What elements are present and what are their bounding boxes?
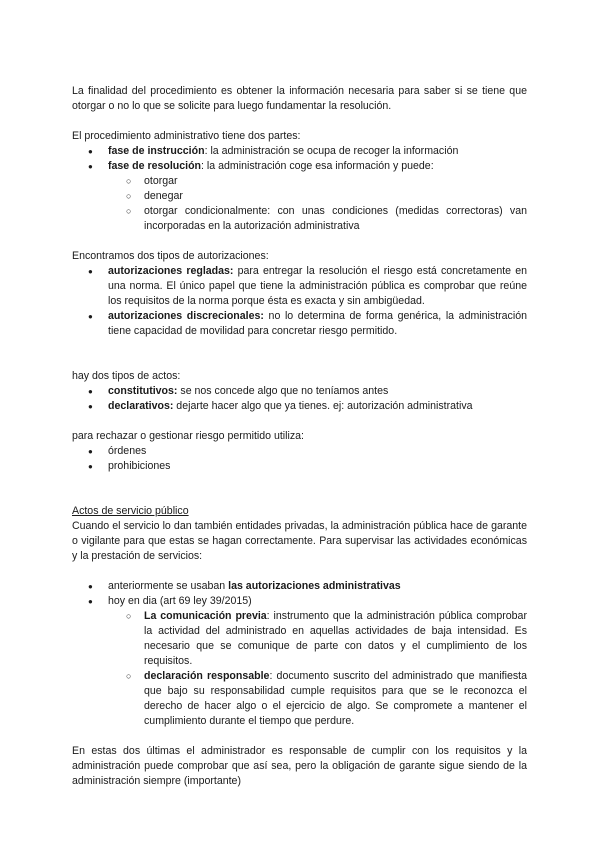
term: declaración responsable	[144, 670, 270, 682]
partes-heading: El procedimiento administrativo tiene dos partes:	[72, 130, 301, 142]
term: las autorizaciones administrativas	[228, 580, 401, 592]
term: constitutivos:	[108, 385, 178, 397]
list-item	[72, 264, 527, 309]
definition: : instrumento que la administración pública comprobar la actividad del administrado en aquellas actividades de baja intensidad. Es necesario que se comunique de parte con datos y el cumplimiento de los requisitos.	[144, 610, 527, 667]
item-text: anteriormente se usaban	[108, 580, 229, 592]
definition: : la administración se ocupa de recoger la información	[204, 145, 459, 157]
item-text: hoy en dia (art 69 ley 39/2015)	[108, 595, 252, 607]
definition: : documento suscrito del administrado que manifiesta que bajo su responsabilidad cumple requisitos para que se le reconozca el derecho de hacer algo o el ejercicio de algo. Se compromete a mantener el cumplimiento durante el tiempo que perdure.	[144, 670, 528, 727]
actos-heading: hay dos tipos de actos:	[72, 370, 181, 382]
document-body	[72, 84, 527, 789]
list-item	[72, 159, 527, 234]
term: autorizaciones discrecionales:	[108, 310, 264, 322]
list-item	[72, 309, 527, 339]
definition: : la administración coge esa información y puede:	[201, 160, 434, 172]
servicio-list	[72, 579, 527, 729]
list-item	[72, 594, 527, 729]
term: fase de instrucción	[108, 145, 205, 157]
term: La comunicación previa	[144, 610, 267, 622]
term: fase de resolución	[108, 160, 202, 172]
actos-list	[72, 384, 527, 414]
opciones-list	[72, 174, 527, 234]
list-item	[72, 669, 527, 729]
servicio-sublist	[72, 609, 527, 729]
term: declarativos:	[108, 400, 174, 412]
list-item: ○ otorgar	[72, 174, 527, 189]
list-item: ○ otorgar condicionalmente: con unas condiciones (medidas correctoras) van incorporadas en la autorización administrativa	[72, 204, 527, 234]
instrumentos-list	[72, 444, 527, 474]
list-item	[72, 384, 527, 399]
servicio-paragraph: Cuando el servicio lo dan también entidades privadas, la administración pública hace de garante o vigilante para que estas se hagan correctamente. Para supervisar las actividades económicas y la prestación de servicios:	[72, 520, 527, 562]
list-item: ○ denegar	[72, 189, 527, 204]
intro-paragraph: La finalidad del procedimiento es obtener la información necesaria para saber si se tiene que otorgar o no lo que se solicite para luego fundamentar la resolución.	[72, 85, 527, 112]
definition: se nos concede algo que no teníamos antes	[177, 385, 389, 397]
term: autorizaciones regladas:	[108, 265, 234, 277]
list-item	[72, 579, 527, 594]
list-item: ● prohibiciones	[72, 459, 527, 474]
autorizaciones-heading: Encontramos dos tipos de autorizaciones:	[72, 250, 269, 262]
list-item	[72, 144, 527, 159]
autorizaciones-list	[72, 264, 527, 339]
instrumentos-heading: para rechazar o gestionar riesgo permitido utiliza:	[72, 430, 305, 442]
list-item: ● órdenes	[72, 444, 527, 459]
list-item	[72, 609, 527, 669]
section-title: Actos de servicio público	[72, 505, 189, 517]
closing-paragraph: En estas dos últimas el administrador es responsable de cumplir con los requisitos y la administración puede comprobar que así sea, pero la obligación de garante sigue siendo de la administración siempre (importante)	[72, 745, 527, 787]
partes-list	[72, 144, 527, 234]
definition: no lo determina de forma genérica, la administración tiene capacidad de movilidad para concretar riesgo permitido.	[108, 310, 527, 337]
definition: para entregar la resolución el riesgo está concretamente en una norma. El único papel que tiene la administración pública es comprobar que reúne los requisitos de la norma porque ésta es exacta y sin ambigüedad.	[108, 265, 527, 307]
definition: dejarte hacer algo que ya tienes. ej: autorización administrativa	[173, 400, 473, 412]
list-item	[72, 399, 527, 414]
